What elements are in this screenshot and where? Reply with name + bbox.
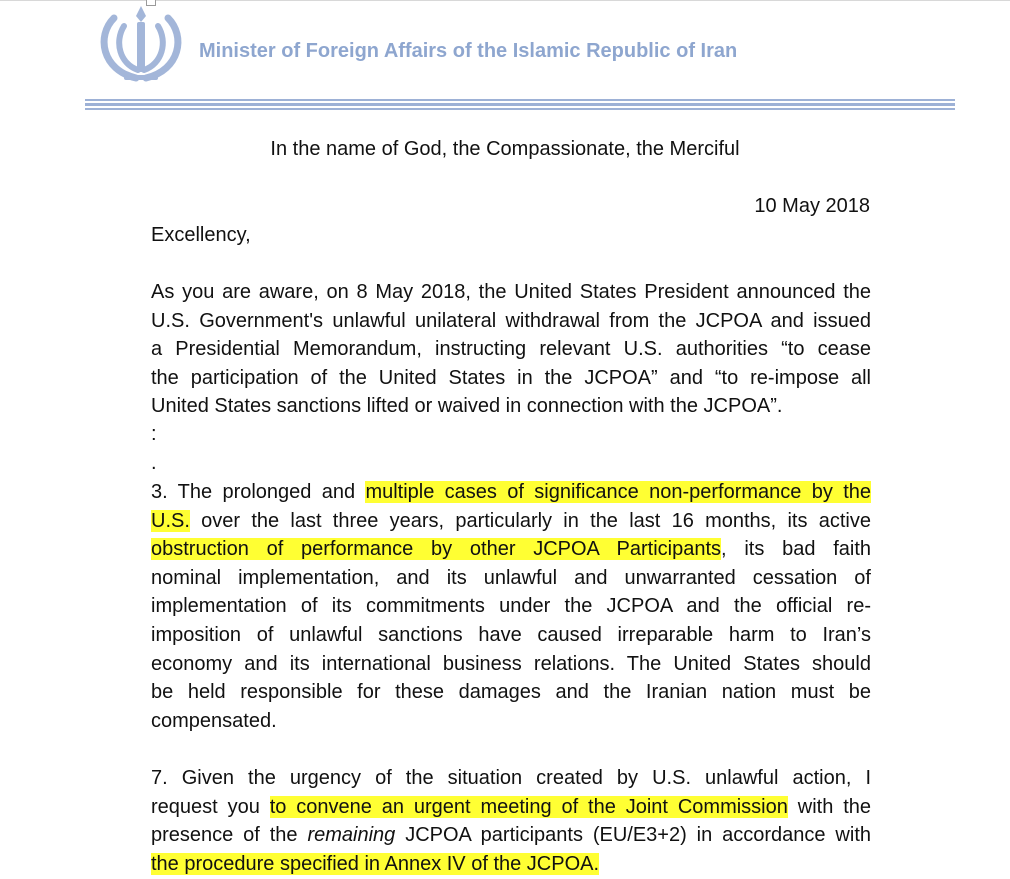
text-line [151,507,871,536]
text-run: over the last three years, particularly in the last 16 months, its active [189,509,871,532]
text-line [151,535,871,564]
paragraph-7 [151,764,871,878]
text-line [151,821,871,850]
text-line [151,850,871,879]
highlighted-text: obstruction of performance by other JCPOA Participants [151,538,722,561]
emphasized-text: remaining [307,824,396,847]
highlighted-text: to convene an urgent meeting of the Joint Commission [269,795,788,818]
invocation-line: In the name of God, the Compassionate, the Merciful [270,138,740,160]
text-line: 7. Given the urgency of the situation created by U.S. unlawful action, I [151,767,871,789]
text-run: request you [151,795,270,818]
omission-mark: : [151,423,157,445]
text-line [151,478,871,507]
text-run: 3. The prolonged and [151,481,366,503]
letterhead-rule [85,99,955,101]
letterhead-rule [85,103,955,106]
text-line: nominal implementation, and its unlawful and unwarranted cessation of [151,566,871,589]
text-line: be held responsible for these damages and the Iranian nation must be [151,681,871,704]
highlighted-text: U.S. [151,509,190,532]
text-run: presence of the [151,824,308,847]
letterhead-rule [85,108,955,110]
paragraph-3 [151,478,871,735]
letter-date: 10 May 2018 [754,195,870,217]
highlighted-text: multiple cases of significance non-performance by the [365,481,871,503]
text-run: JCPOA participants (EU/E3+2) in accordance with [395,824,871,847]
paragraph-intro [151,278,871,421]
ministry-title: Minister of Foreign Affairs of the Islamic Republic of Iran [199,40,738,62]
salutation: Excellency, [151,224,251,246]
text-line: a Presidential Memorandum, instructing relevant U.S. authorities “to cease [151,338,871,361]
text-run: with the [787,795,871,818]
text-line [151,793,871,822]
omission-mark: . [151,452,157,474]
text-line: compensated. [151,709,277,732]
highlighted-text: the procedure specified in Annex IV of the JCPOA. [151,852,600,875]
text-line: economy and its international business relations. The United States should [151,652,871,675]
text-line: As you are aware, on 8 May 2018, the United States President announced the [151,281,871,303]
text-line: U.S. Government's unlawful unilateral withdrawal from the JCPOA and issued [151,309,871,332]
iran-emblem-icon [94,4,188,84]
text-line: United States sanctions lifted or waived in connection with the JCPOA”. [151,395,783,418]
text-line: implementation of its commitments under the JCPOA and the official re- [151,595,871,618]
text-run: , its bad faith [721,538,871,561]
text-line: imposition of unlawful sanctions have caused irreparable harm to Iran’s [151,623,871,646]
text-line: the participation of the United States in the JCPOA” and “to re-impose all [151,366,871,389]
